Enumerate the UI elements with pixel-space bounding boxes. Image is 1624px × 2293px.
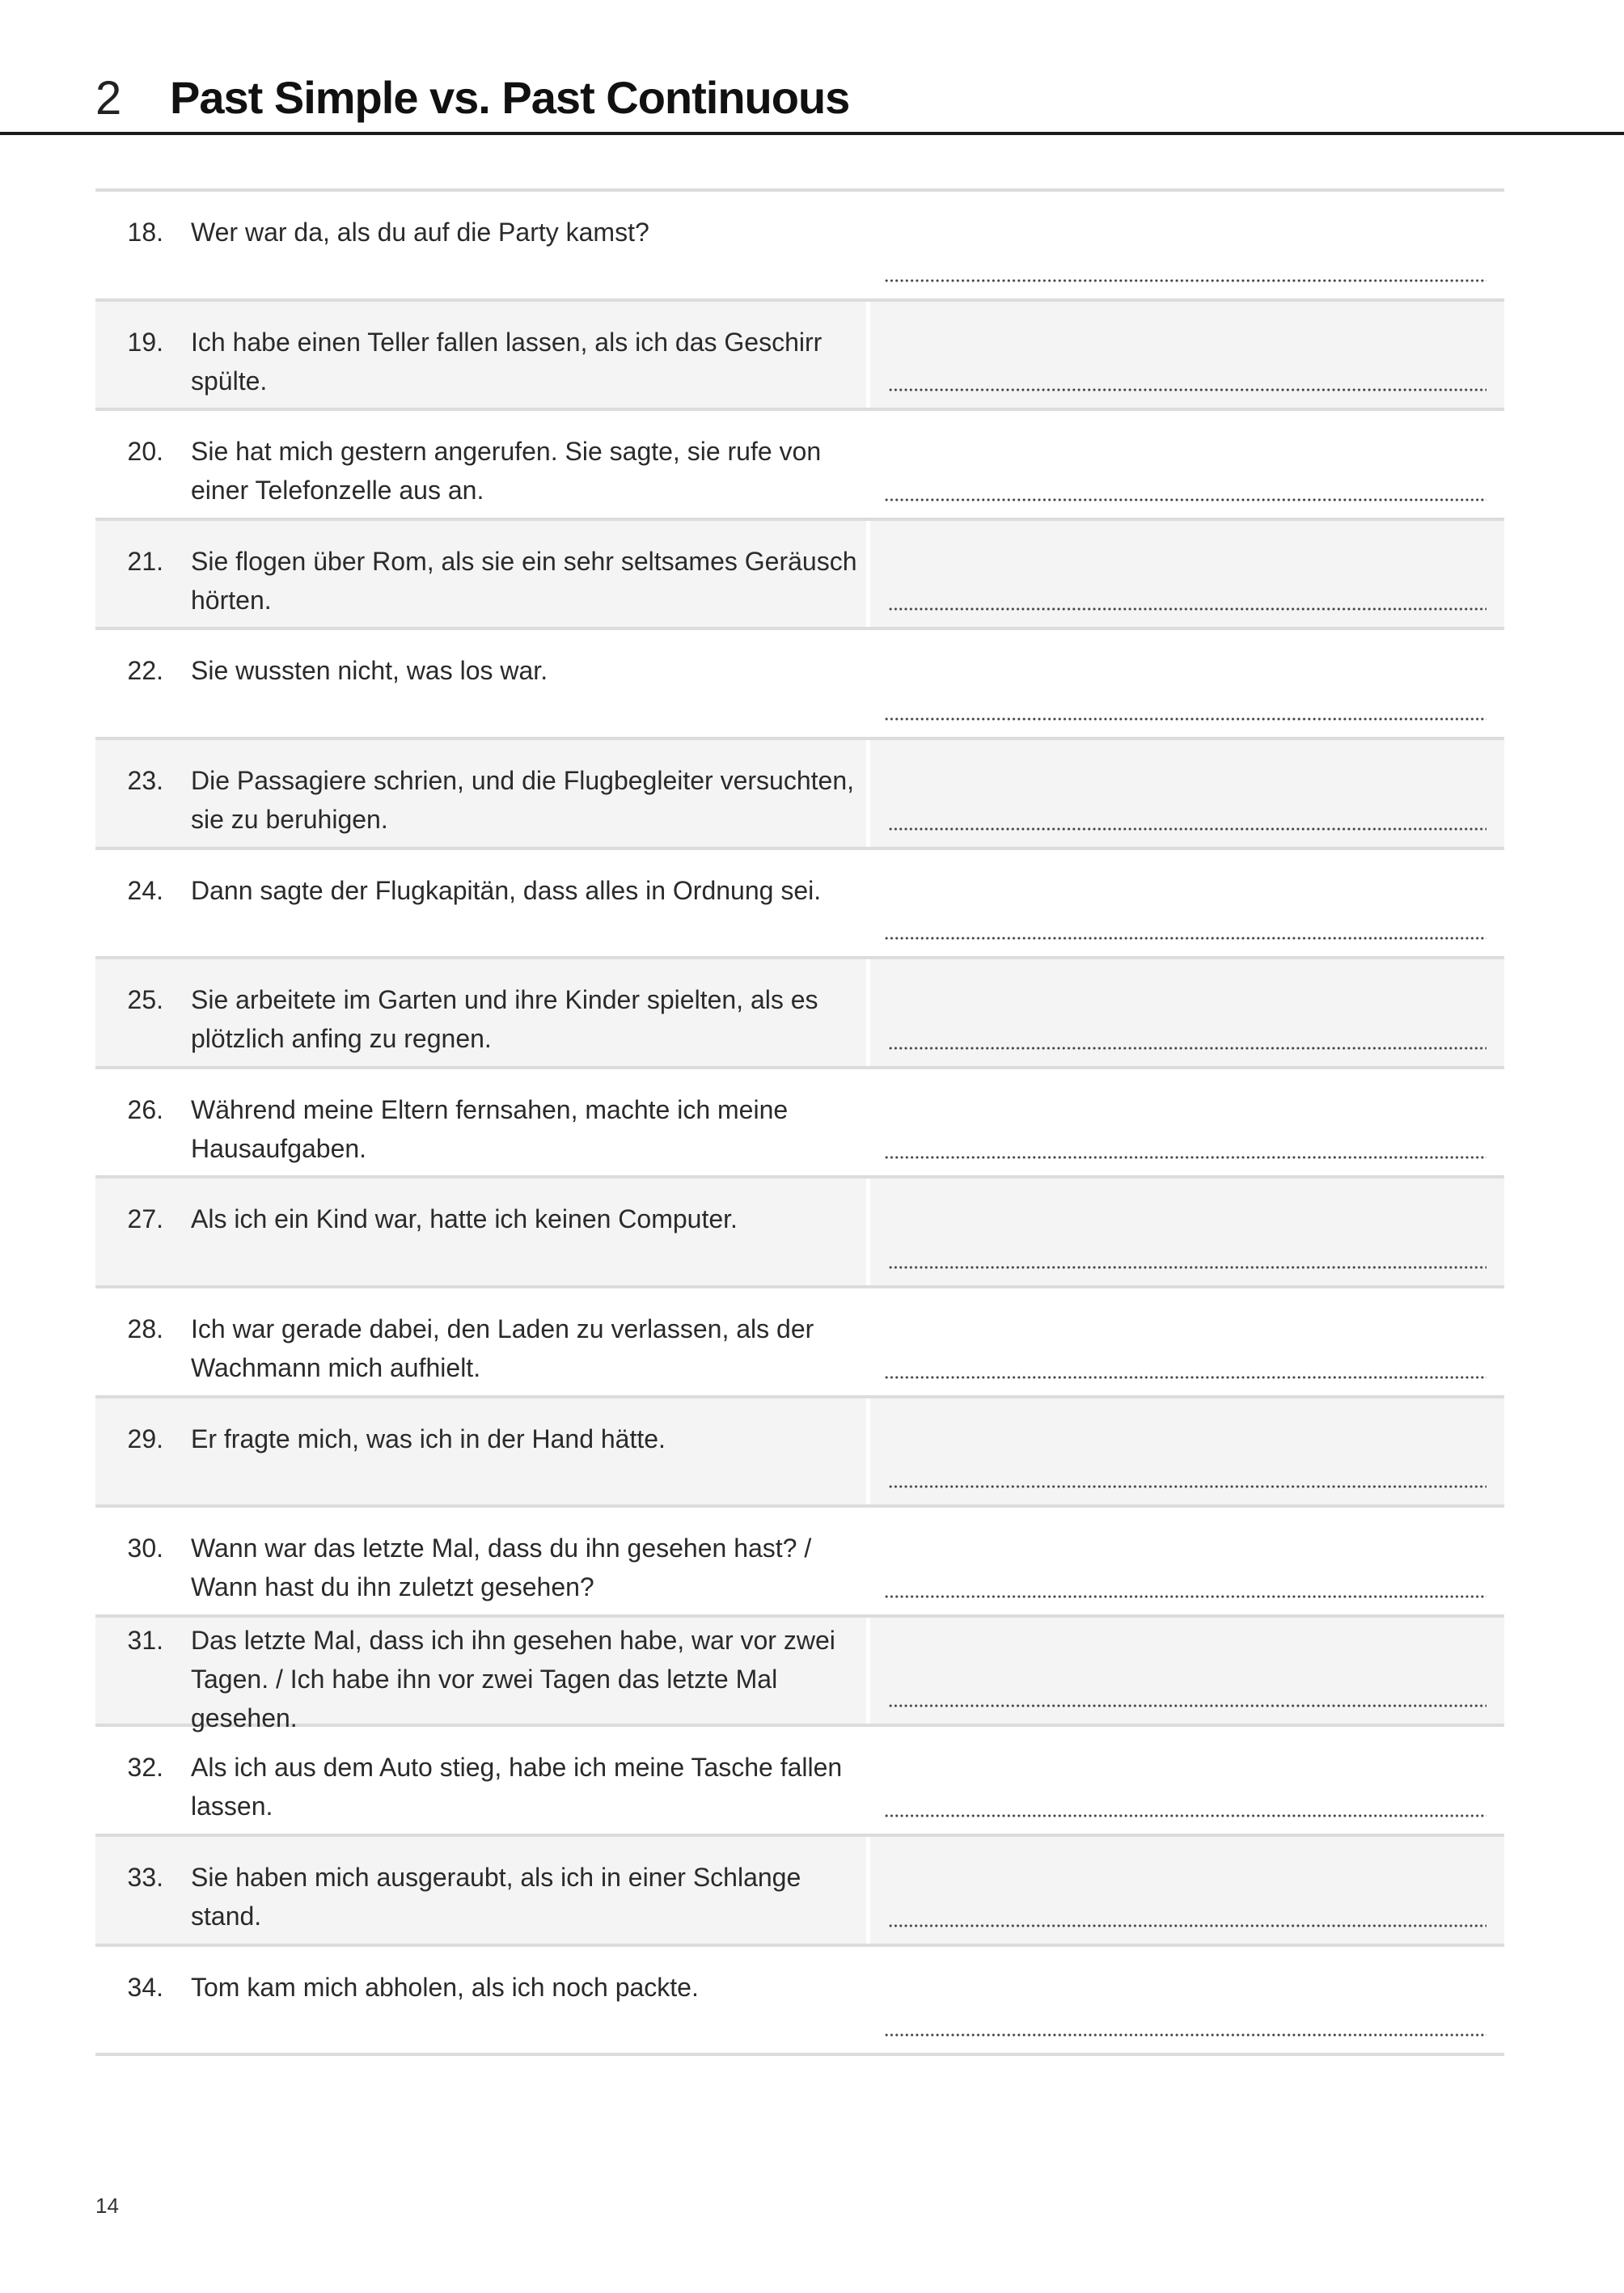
exercise-sentence: Als ich aus dem Auto stieg, habe ich meine Tasche fallen lassen. [191, 1753, 843, 1821]
exercise-sentence: Tom kam mich abholen, als ich noch packte. [191, 1972, 699, 2002]
exercise-number: 33. [127, 1862, 163, 1892]
answer-cell[interactable] [866, 1618, 1504, 1724]
exercise-row [95, 521, 1504, 631]
exercise-number: 30. [127, 1534, 163, 1563]
answer-dotted-line[interactable] [888, 1704, 1487, 1707]
answer-cell[interactable] [866, 302, 1504, 408]
exercise-prompt [95, 192, 866, 298]
exercise-sentence: Sie hat mich gestern angerufen. Sie sagte, sie rufe von einer Telefonzelle aus an. [191, 437, 822, 506]
answer-dotted-line[interactable] [884, 1595, 1487, 1598]
answer-cell[interactable] [866, 630, 1504, 737]
answer-cell[interactable] [866, 1069, 1504, 1176]
answer-dotted-line[interactable] [888, 388, 1487, 391]
answer-cell[interactable] [866, 1288, 1504, 1395]
exercise-row [95, 1398, 1504, 1508]
answer-cell[interactable] [866, 850, 1504, 957]
exercise-table [95, 188, 1504, 2056]
answer-cell[interactable] [866, 1727, 1504, 1834]
exercise-prompt [95, 740, 866, 847]
exercise-prompt [95, 850, 866, 957]
answer-dotted-line[interactable] [884, 279, 1487, 282]
answer-dotted-line[interactable] [888, 1924, 1487, 1927]
exercise-sentence: Das letzte Mal, dass ich ihn gesehen habe, war vor zwei Tagen. / Ich habe ihn vor zwei Tagen das letzte Mal gesehen. [191, 1625, 835, 1732]
exercise-row [95, 192, 1504, 302]
exercise-prompt [95, 1398, 866, 1505]
answer-dotted-line[interactable] [888, 1485, 1487, 1488]
answer-cell[interactable] [866, 1398, 1504, 1505]
exercise-prompt [95, 521, 866, 628]
exercise-row [95, 1178, 1504, 1288]
answer-dotted-line[interactable] [888, 607, 1487, 611]
exercise-row [95, 1069, 1504, 1179]
answer-cell[interactable] [866, 521, 1504, 628]
page-title: Past Simple vs. Past Continuous [170, 72, 850, 123]
exercise-number: 20. [127, 437, 163, 467]
exercise-prompt [95, 302, 866, 408]
exercise-sentence: Während meine Eltern fernsahen, machte ich meine Hausaufgaben. [191, 1094, 789, 1163]
exercise-row [95, 302, 1504, 412]
exercise-number: 22. [127, 656, 163, 686]
exercise-prompt [95, 411, 866, 518]
exercise-number: 21. [127, 546, 163, 576]
answer-cell[interactable] [866, 1508, 1504, 1614]
answer-dotted-line[interactable] [884, 717, 1487, 721]
exercise-prompt [95, 1947, 866, 2054]
exercise-number: 31. [127, 1625, 163, 1655]
answer-dotted-line[interactable] [884, 937, 1487, 940]
answer-cell[interactable] [866, 1947, 1504, 2054]
exercise-sentence: Sie arbeitete im Garten und ihre Kinder spielten, als es plötzlich anfing zu regnen. [191, 985, 818, 1054]
answer-dotted-line[interactable] [884, 1814, 1487, 1817]
exercise-sentence: Als ich ein Kind war, hatte ich keinen Computer. [191, 1204, 738, 1234]
exercise-number: 26. [127, 1094, 163, 1124]
exercise-row [95, 959, 1504, 1069]
exercise-sentence: Sie wussten nicht, was los war. [191, 656, 548, 686]
chapter-number: 2 [95, 72, 122, 125]
exercise-sentence: Wer war da, als du auf die Party kamst? [191, 218, 649, 247]
answer-dotted-line[interactable] [888, 1047, 1487, 1050]
answer-dotted-line[interactable] [888, 1266, 1487, 1269]
exercise-prompt [95, 630, 866, 737]
exercise-number: 23. [127, 765, 163, 795]
exercise-number: 25. [127, 985, 163, 1015]
exercise-number: 32. [127, 1753, 163, 1783]
exercise-row [95, 1947, 1504, 2057]
exercise-row [95, 411, 1504, 521]
exercise-number: 19. [127, 327, 163, 357]
exercise-row [95, 740, 1504, 850]
answer-dotted-line[interactable] [884, 498, 1487, 501]
exercise-row [95, 850, 1504, 960]
exercise-prompt [95, 1837, 866, 1944]
exercise-prompt [95, 1618, 866, 1732]
exercise-prompt [95, 959, 866, 1066]
answer-dotted-line[interactable] [884, 1156, 1487, 1159]
exercise-number: 24. [127, 875, 163, 905]
exercise-sentence: Sie flogen über Rom, als sie ein sehr seltsames Geräusch hörten. [191, 546, 857, 615]
exercise-number: 18. [127, 218, 163, 247]
answer-cell[interactable] [866, 411, 1504, 518]
exercise-number: 27. [127, 1204, 163, 1234]
exercise-number: 29. [127, 1424, 163, 1453]
answer-dotted-line[interactable] [884, 1376, 1487, 1379]
exercise-row [95, 1508, 1504, 1618]
answer-dotted-line[interactable] [888, 827, 1487, 831]
exercise-row [95, 1727, 1504, 1837]
exercise-number: 34. [127, 1972, 163, 2002]
answer-cell[interactable] [866, 959, 1504, 1066]
header-rule [0, 132, 1624, 135]
exercise-sentence: Dann sagte der Flugkapitän, dass alles in Ordnung sei. [191, 875, 822, 905]
answer-cell[interactable] [866, 740, 1504, 847]
exercise-prompt [95, 1178, 866, 1285]
exercise-row [95, 1288, 1504, 1398]
exercise-sentence: Ich war gerade dabei, den Laden zu verlassen, als der Wachmann mich aufhielt. [191, 1314, 814, 1382]
exercise-prompt [95, 1508, 866, 1614]
exercise-prompt [95, 1727, 866, 1834]
exercise-number: 28. [127, 1314, 163, 1343]
exercise-prompt [95, 1288, 866, 1395]
answer-cell[interactable] [866, 1178, 1504, 1285]
exercise-row [95, 630, 1504, 740]
exercise-row [95, 1837, 1504, 1947]
exercise-sentence: Er fragte mich, was ich in der Hand hätte. [191, 1424, 666, 1453]
exercise-prompt [95, 1069, 866, 1176]
exercise-sentence: Sie haben mich ausgeraubt, als ich in einer Schlange stand. [191, 1862, 801, 1931]
answer-cell[interactable] [866, 1837, 1504, 1944]
exercise-row [95, 1618, 1504, 1732]
answer-cell[interactable] [866, 192, 1504, 298]
exercise-sentence: Die Passagiere schrien, und die Flugbegleiter versuchten, sie zu beruhigen. [191, 765, 855, 834]
exercise-sentence: Wann war das letzte Mal, dass du ihn gesehen hast? / Wann hast du ihn zuletzt gesehen? [191, 1534, 812, 1602]
page-number: 14 [95, 2194, 119, 2218]
answer-dotted-line[interactable] [884, 2033, 1487, 2037]
exercise-sentence: Ich habe einen Teller fallen lassen, als ich das Geschirr spülte. [191, 327, 823, 396]
